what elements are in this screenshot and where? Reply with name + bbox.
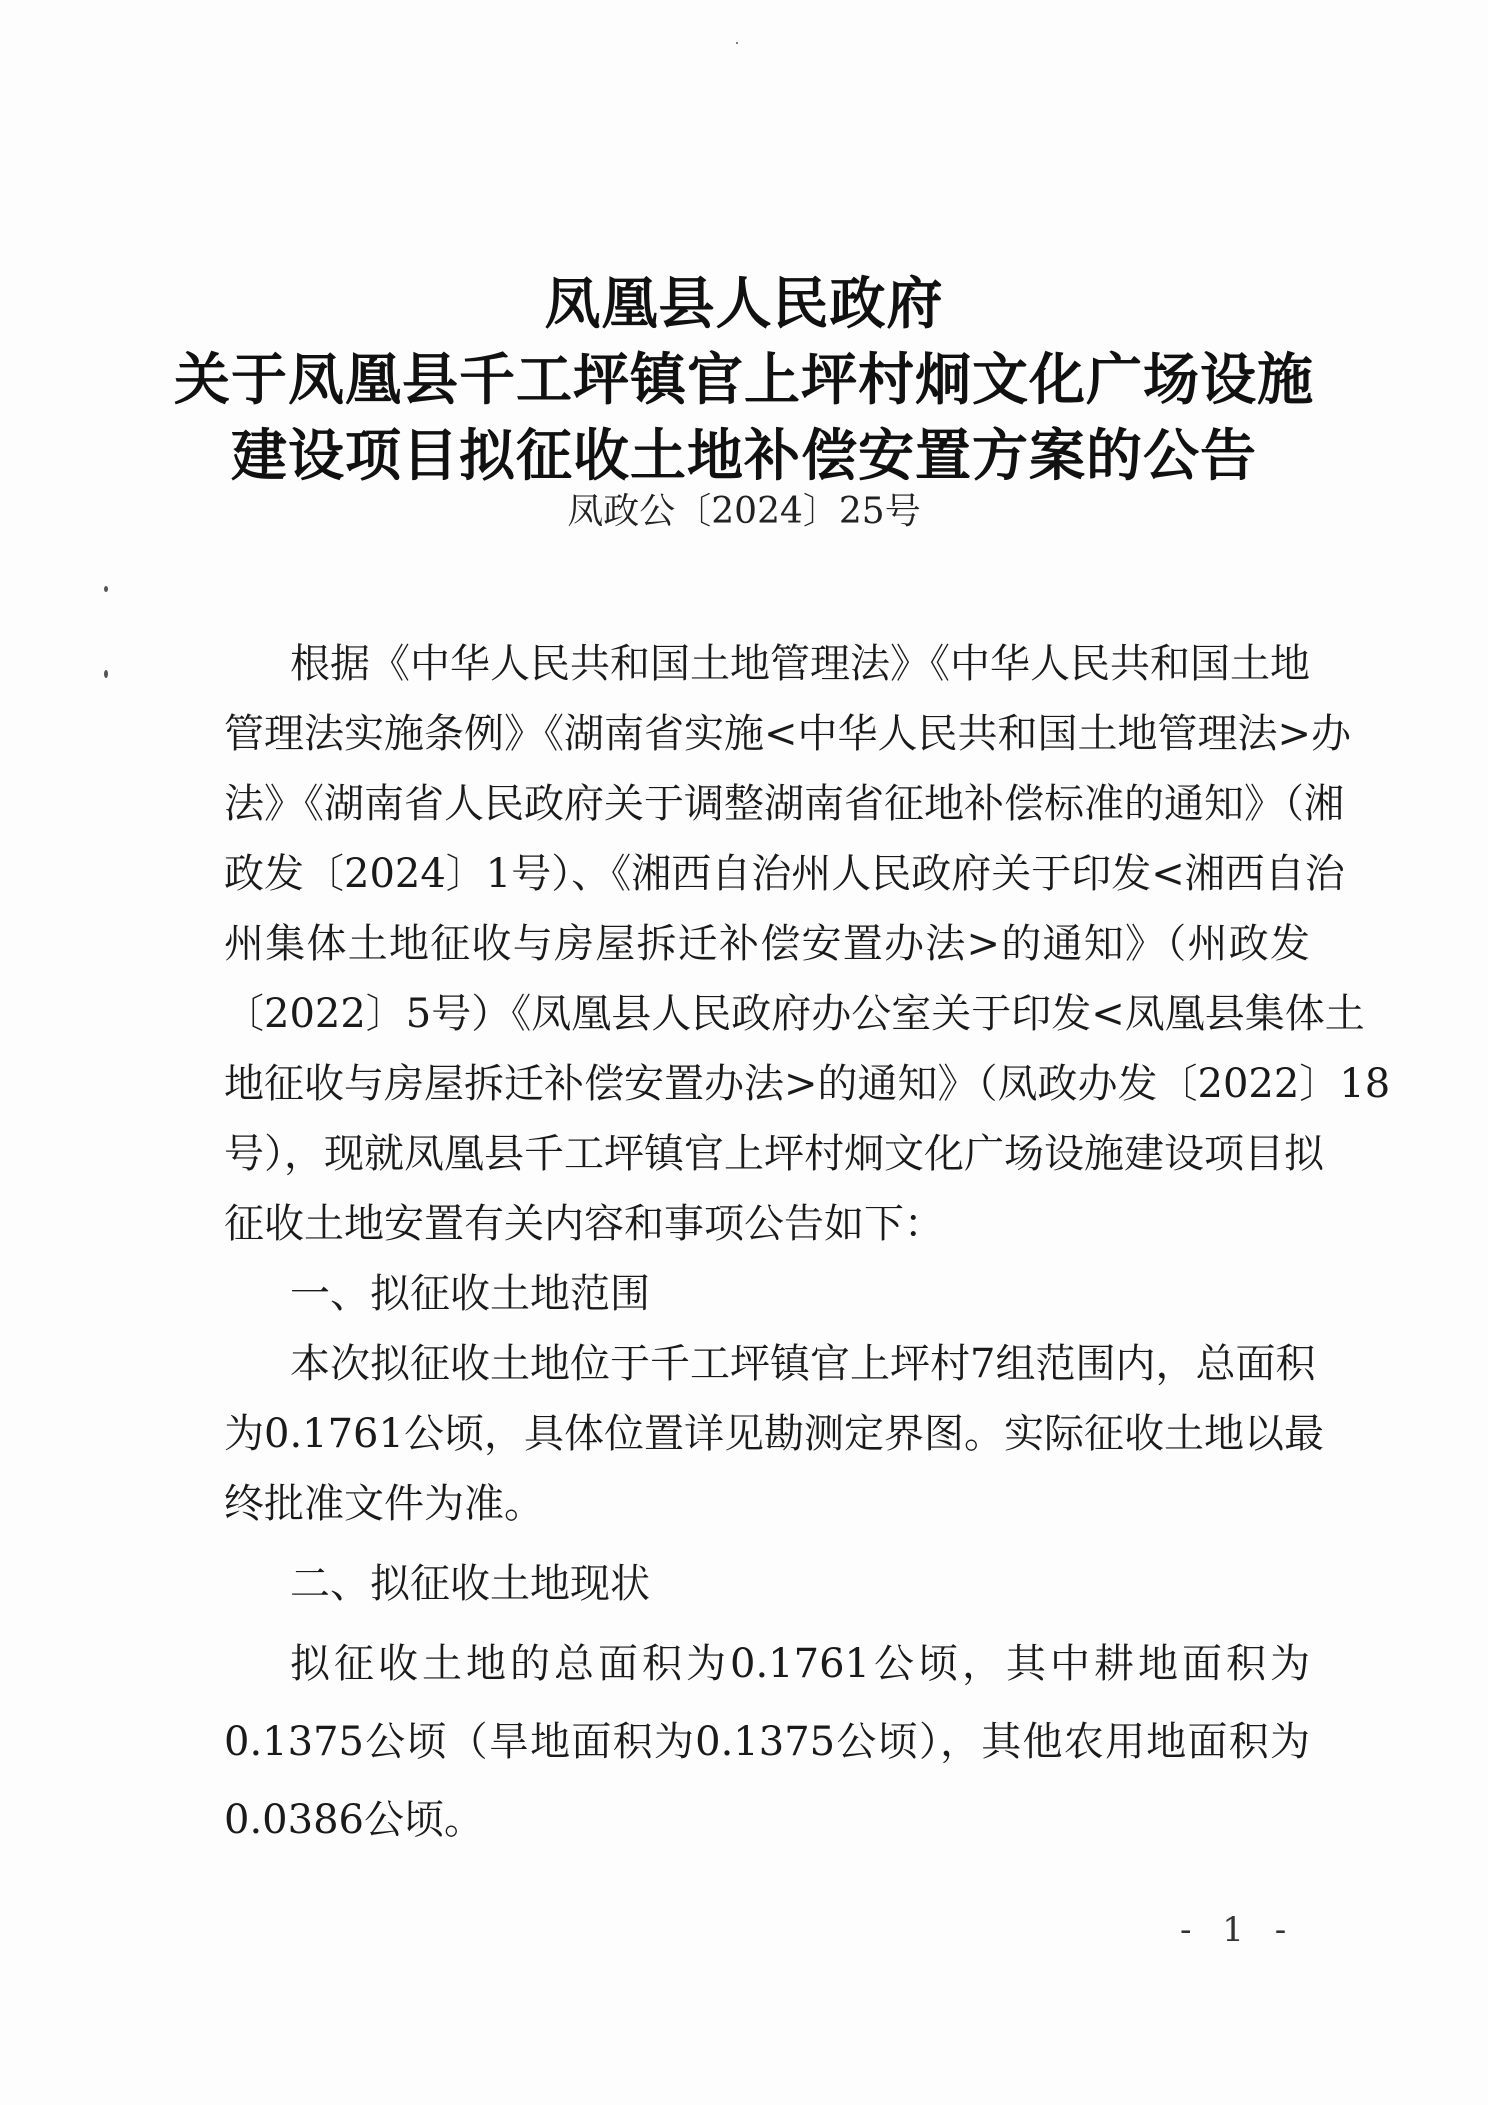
section-heading-2: 二、拟征收土地现状: [290, 1561, 650, 1607]
document-number: 凤政公〔2024〕25号: [567, 491, 921, 532]
body-line-5: 州集体土地征收与房屋拆迁补偿安置办法>的通知》（州政发: [224, 921, 1310, 967]
body-line-2: 管理法实施条例》《湖南省实施<中华人民共和国土地管理法>办: [224, 711, 1352, 757]
section-heading-1: 一、拟征收土地范围: [290, 1271, 650, 1317]
body-line-12: 为0.1761公顷，具体位置详见勘测定界图。实际征收土地以最: [224, 1411, 1324, 1457]
scan-speck: [104, 670, 108, 678]
body-line-3: 法》《湖南省人民政府关于调整湖南省征地补偿标准的通知》（湘: [224, 781, 1344, 827]
body-line-17: 0.0386公顷。: [224, 1797, 484, 1843]
page-number: - 1 -: [1180, 1910, 1297, 1950]
title-line-3: 建设项目拟征收土地补偿安置方案的公告: [231, 423, 1257, 489]
title-line-2: 关于凤凰县千工坪镇官上坪村炯文化广场设施: [174, 347, 1314, 413]
body-line-1: 根据《中华人民共和国土地管理法》《中华人民共和国土地: [290, 641, 1310, 687]
body-line-15: 拟征收土地的总面积为0.1761公顷，其中耕地面积为: [290, 1641, 1310, 1687]
scan-speck: [104, 586, 108, 592]
body-line-4: 政发〔2024〕1号）、《湘西自治州人民政府关于印发<湘西自治: [224, 851, 1345, 897]
body-line-8: 号），现就凤凰县千工坪镇官上坪村炯文化广场设施建设项目拟: [224, 1131, 1324, 1177]
body-line-7: 地征收与房屋拆迁补偿安置办法>的通知》（凤政办发〔2022〕18: [224, 1061, 1391, 1107]
body-line-11: 本次拟征收土地位于千工坪镇官上坪村7组范围内，总面积: [290, 1341, 1316, 1387]
scan-speck: [736, 42, 738, 44]
title-line-1: 凤凰县人民政府: [544, 271, 944, 337]
body-line-6: 〔2022〕5号）《凤凰县人民政府办公室关于印发<凤凰县集体土: [224, 991, 1365, 1037]
body-line-13: 终批准文件为准。: [224, 1481, 544, 1527]
body-line-16: 0.1375公顷（旱地面积为0.1375公顷），其他农用地面积为: [224, 1719, 1310, 1765]
body-line-9: 征收土地安置有关内容和事项公告如下：: [224, 1201, 944, 1247]
